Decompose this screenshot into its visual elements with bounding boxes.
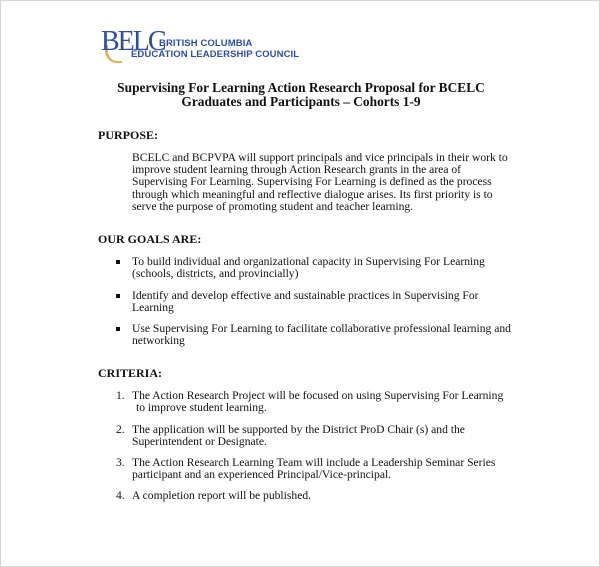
goal-line1: Identify and develop effective and sustainable practices in Supervising For (132, 289, 479, 302)
purpose-line: serve the purpose of promoting student and teacher learning. (132, 199, 414, 213)
goals-heading: OUR GOALS ARE: (98, 232, 202, 246)
goal-line2: (schools, districts, and provincially) (132, 267, 299, 281)
logo-text-line2: EDUCATION LEADERSHIP COUNCIL (131, 49, 300, 60)
title-line1: Supervising For Learning Action Research Proposal for BCELC (117, 80, 485, 95)
criteria-line2: to improve student learning. (136, 401, 267, 415)
logo-mark: BELC (101, 26, 165, 57)
bullet-icon (116, 294, 120, 298)
criteria-line1: The application will be supported by the District ProD Chair (s) and the (132, 423, 465, 436)
criteria-line1: The Action Research Learning Team will include a Leadership Seminar Series (132, 456, 496, 469)
logo-text-line1: BRITISH COLUMBIA (159, 38, 253, 49)
purpose-line: Supervising For Learning. Supervising For Learning is defined as the process (132, 175, 492, 189)
purpose-heading: PURPOSE: (98, 128, 158, 142)
criteria-line2: Superintendent or Designate. (132, 435, 267, 449)
criteria-number: 2. (116, 423, 125, 436)
purpose-line: improve student learning through Action Research grants in the area of (132, 163, 462, 177)
criteria-number: 4. (116, 489, 125, 502)
purpose-paragraph (132, 152, 512, 213)
purpose-line: through which meaningful and reflective dialogue arises. Its first priority is to (132, 187, 493, 201)
bcelc-logo (101, 27, 301, 67)
goal-line2: networking (132, 334, 185, 348)
criteria-number: 3. (116, 456, 125, 469)
goal-line2: Learning (132, 301, 174, 315)
goal-line1: To build individual and organizational capacity in Supervising For Learning (132, 255, 485, 268)
goal-line1: Use Supervising For Learning to facilitate collaborative professional learning and (132, 322, 511, 335)
bullet-icon (116, 260, 120, 264)
criteria-line1: The Action Research Project will be focused on using Supervising For Learning (132, 389, 504, 402)
bullet-icon (116, 327, 120, 331)
purpose-line: BCELC and BCPVPA will support principals and vice principals in their work to (132, 151, 508, 164)
criteria-heading: CRITERIA: (98, 366, 163, 380)
title-line2: Graduates and Participants – Cohorts 1-9 (181, 94, 421, 109)
criteria-number: 1. (116, 389, 125, 402)
criteria-line1: A completion report will be published. (132, 489, 312, 502)
criteria-line2: participant and an experienced Principal/Vice-principal. (132, 468, 392, 482)
document-title (1, 81, 600, 109)
